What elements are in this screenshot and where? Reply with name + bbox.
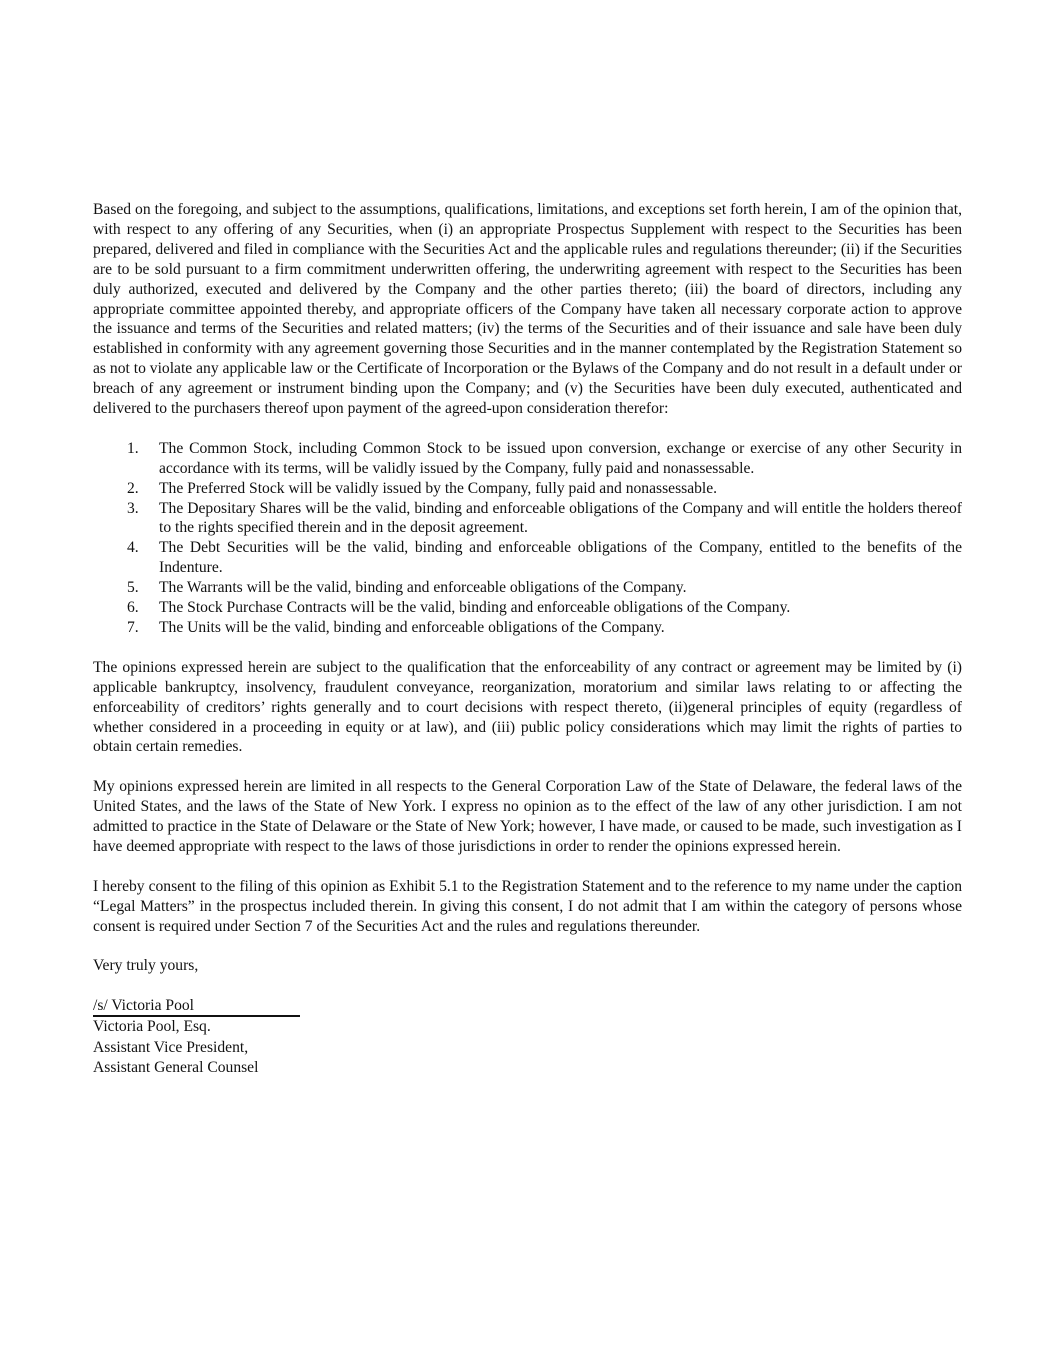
opinion-item xyxy=(93,598,962,618)
spacer xyxy=(93,936,962,956)
opinion-item xyxy=(93,439,962,479)
opinion-number: 7. xyxy=(127,619,139,637)
consent-paragraph: I hereby consent to the filing of this opinion as Exhibit 5.1 to the Registration Statement and to the reference to my name under the caption “Legal Matters” in the prospectus included therein. In giving this consent, I do not admit that I am within the category of persons whose consent is required under Section 7 of the Securities Act and the rules and regulations thereunder. xyxy=(93,877,962,935)
opinion-text: The Preferred Stock will be validly issued by the Company, fully paid and nonassessable. xyxy=(159,479,718,497)
signer-name: Victoria Pool, Esq. xyxy=(93,1018,211,1036)
opinion-text: The Units will be the valid, binding and enforceable obligations of the Company. xyxy=(159,619,665,637)
qualification-paragraph: The opinions expressed herein are subject to the qualification that the enforceability of any contract or agreement may be limited by (i) applicable bankruptcy, insolvency, fraudulent conveyance, reorganization, moratorium and similar laws relating to or affecting the enforceability of creditors’ rights generally and to court decisions with respect thereto, (ii)general principles of equity (regardless of whether considered in a proceeding in equity or at law), and (iii) public policy considerations which may limit the rights of parties to obtain certain remedies. xyxy=(93,658,962,756)
signer-title: Assistant Vice President, xyxy=(93,1038,249,1056)
opinion-item xyxy=(93,479,962,499)
opinion-text: The Debt Securities will be the valid, binding and enforceable obligations of the Company, entitled to the benefits of the Indenture. xyxy=(159,539,962,577)
jurisdiction-paragraph: My opinions expressed herein are limited in all respects to the General Corporation Law of the State of Delaware, the federal laws of the United States, and the laws of the State of New York. I express no opinion as to the effect of the law of any other jurisdiction. I am not admitted to practice in the State of Delaware or the State of New York; however, I have made, or caused to be made, such investigation as I have deemed appropriate with respect to the laws of those jurisdictions in order to render the opinions expressed herein. xyxy=(93,778,962,855)
opinion-number: 6. xyxy=(127,599,139,617)
spacer xyxy=(93,757,962,777)
opinion-item xyxy=(93,538,962,578)
opinion-text: The Stock Purchase Contracts will be the valid, binding and enforceable obligations of the Company. xyxy=(159,599,791,617)
opinion-number: 5. xyxy=(127,579,139,597)
spacer xyxy=(93,976,962,996)
opinion-number: 2. xyxy=(127,479,139,497)
spacer xyxy=(93,857,962,877)
opinion-letter-page xyxy=(93,200,962,1079)
intro-paragraph: Based on the foregoing, and subject to the assumptions, qualifications, limitations, and exceptions set forth herein, I am of the opinion that, with respect to any offering of any Securities, when (i) an appropriate Prospectus Supplement with respect to the Securities has been prepared, delivered and filed in compliance with the Securities Act and the applicable rules and regulations thereunder; (ii) if the Securities are to be sold pursuant to a firm commitment underwritten offering, the underwriting agreement with respect to the Securities has been duly authorized, executed and delivered by the Company and the other parties thereto; (iii) the board of directors, including any appropriate committee appointed thereby, and appropriate officers of the Company have taken all necessary corporate action to approve the issuance and terms of the Securities and related matters; (iv) the terms of the Securities and of their issuance and sale have been duly established in conformity with any agreement governing those Securities and in the manner contemplated by the Registration Statement so as not to violate any applicable law or the Certificate of Incorporation or the Bylaws of the Company and do not result in a default under or breach of any agreement or instrument binding upon the Company; and (v) the Securities have been duly executed, authenticated and delivered to the purchasers thereof upon payment of the agreed-upon consideration therefor: xyxy=(93,201,962,418)
opinions-list xyxy=(93,439,962,638)
spacer xyxy=(93,638,962,658)
opinion-number: 4. xyxy=(127,539,139,557)
opinion-text: The Warrants will be the valid, binding and enforceable obligations of the Company. xyxy=(159,579,687,597)
opinion-item xyxy=(93,499,962,539)
opinion-item xyxy=(93,578,962,598)
signature-line: /s/ Victoria Pool xyxy=(93,996,300,1017)
opinion-text: The Depositary Shares will be the valid, binding and enforceable obligations of the Company and will entitle the holders thereof to the rights specified therein and in the deposit agreement. xyxy=(159,499,962,537)
opinion-number: 1. xyxy=(127,439,139,457)
spacer xyxy=(93,419,962,439)
opinion-text: The Common Stock, including Common Stock to be issued upon conversion, exchange or exercise of any other Security in accordance with its terms, will be validly issued by the Company, fully paid and nonassessable. xyxy=(159,439,962,477)
signature-block xyxy=(93,996,962,1079)
closing-salutation: Very truly yours, xyxy=(93,957,199,975)
signer-title: Assistant General Counsel xyxy=(93,1059,259,1077)
opinion-number: 3. xyxy=(127,499,139,517)
opinion-item xyxy=(93,618,962,638)
